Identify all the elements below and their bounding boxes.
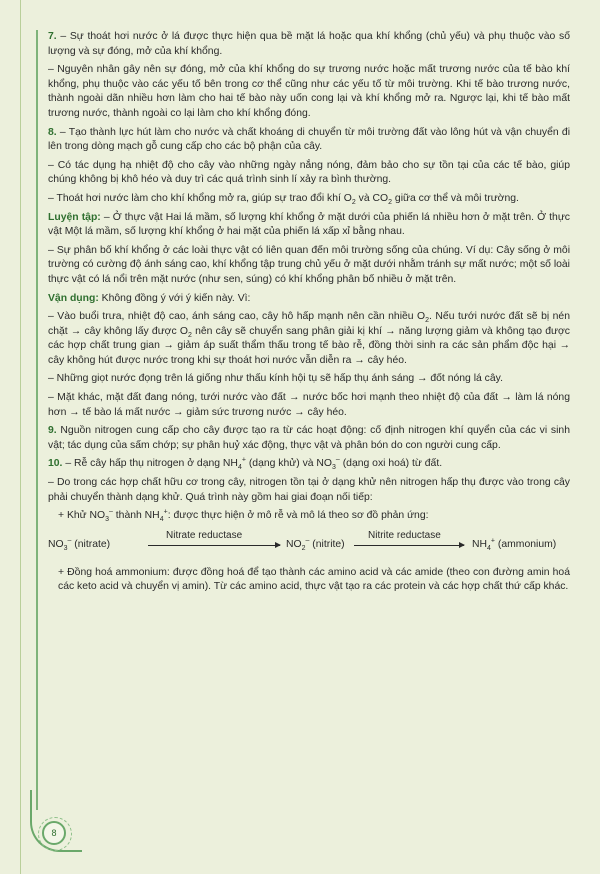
page-number: 8 bbox=[42, 821, 66, 845]
nitrate-formula: $NO_3^-$ (nitrate) bbox=[48, 537, 111, 552]
margin-line bbox=[36, 30, 38, 810]
text: và CO bbox=[355, 192, 389, 204]
answer-number: 7. bbox=[48, 31, 57, 42]
answer-9 bbox=[48, 424, 570, 453]
superscript: – bbox=[109, 508, 113, 516]
apply-1 bbox=[48, 310, 570, 368]
ammonium-formula: $NH_4^+$ (ammonium) bbox=[472, 537, 557, 552]
answer-10a bbox=[48, 457, 570, 472]
answer-10b: – Do trong các hợp chất hữu cơ trong cây, nitrogen tồn tại ở dạng khử nên nitrogen hấp thụ được vào trong cây phải chuyển thành dạng khử. Quá trình này gồm hai giai đoạn nối tiếp: bbox=[48, 477, 570, 503]
nitrite-formula: $NO_2^-$ (nitrite) bbox=[286, 537, 345, 552]
apply-2: – Những giọt nước đọng trên lá giống như thấu kính hội tụ sẽ hấp thụ ánh sáng → đốt nóng lá cây. bbox=[48, 373, 503, 385]
text: thành NH bbox=[112, 510, 160, 522]
subscript: 4 bbox=[237, 464, 242, 472]
subscript: 2 bbox=[351, 199, 356, 207]
text: + Khử NO bbox=[58, 510, 106, 522]
text: Không đồng ý với ý kiến này. Vì: bbox=[98, 292, 251, 304]
text: – Tạo thành lực hút làm cho nước và chất khoáng di chuyển từ môi trường đất vào lông hút và vận chuyển đi lên trong dòng mạch gỗ cung cấp cho các bộ phận của cây. bbox=[48, 126, 570, 153]
text: – Thoát hơi nước làm cho khí khổng mở ra, giúp sự trao đổi khí O bbox=[48, 192, 352, 204]
subscript: 3 bbox=[105, 516, 109, 524]
text: nên cây sẽ chuyển sang phân giải kị khí → năng lượng giảm và không tạo được các hợp chất trung gian → giảm áp suất thẩm thấu trong tế bào rễ, đồng thời sinh ra các sản phẩm độc hại → cây không hút được nước trong khi sự thoát hơi nước vẫn diễn ra → cây héo. bbox=[48, 325, 570, 366]
apply-3: – Mặt khác, mặt đất đang nóng, tưới nước vào đất → nước bốc hơi mạnh theo nhiệt độ của đất → làm lá nóng hơn → tế bào lá mất nước → giảm sức trương nước → cây héo. bbox=[48, 392, 570, 418]
answer-8a bbox=[48, 126, 570, 155]
enzyme-label: Nitrite reductase bbox=[368, 529, 441, 541]
answer-number: 9. bbox=[48, 425, 57, 437]
apply-title bbox=[48, 292, 570, 307]
text: giữa cơ thể và môi trường. bbox=[392, 192, 519, 204]
text: . Nếu tưới nước đất sẽ bị nén chặt → cây không lấy được O bbox=[48, 311, 570, 337]
subscript: 2 bbox=[187, 331, 192, 339]
text: – Rễ cây hấp thụ nitrogen ở dạng NH bbox=[65, 458, 238, 470]
text: – Ở thực vật Hai lá mầm, số lượng khí khổng ở mặt dưới của phiến lá nhiều hơn ở mặt trên. Ở thực vật Một lá mầm, số lượng khí khổng ở hai mặt của phiến lá xấp xỉ bằng nhau. bbox=[48, 211, 570, 238]
subscript: 4 bbox=[159, 516, 164, 524]
answer-8c bbox=[48, 192, 570, 207]
answer-7a bbox=[48, 30, 570, 59]
answer-number: 10. bbox=[48, 458, 63, 470]
superscript: – bbox=[335, 456, 340, 464]
answer-number: 8. bbox=[48, 126, 57, 138]
text: (dạng khử) và NO bbox=[245, 458, 333, 470]
text: – Vào buổi trưa, nhiệt độ cao, ánh sáng cao, cây hô hấp mạnh nên cần nhiều O bbox=[48, 311, 426, 323]
answer-8b: – Có tác dụng hạ nhiệt độ cho cây vào những ngày nắng nóng, đảm bảo cho sự tồn tại của các tế bào, giúp chúng không bị khô héo và duy trì các quá trình sinh lí xảy ra bình thường. bbox=[48, 159, 570, 186]
text: (dạng oxi hoá) từ đất. bbox=[339, 458, 443, 470]
reaction-arrow bbox=[148, 545, 280, 546]
answer-10d: + Đồng hoá ammonium: được đồng hoá để tạo thành các amino acid và các amide (theo con đường amin hoá các keto acid và chuyển vị amin). Từ các amino acid, thực vật tạo ra các protein và các hợp chất thứ cấp khác. bbox=[58, 566, 570, 593]
apply-label: Vận dụng: bbox=[48, 292, 99, 304]
page-content bbox=[48, 30, 570, 599]
margin-rule bbox=[20, 0, 21, 874]
subscript: 3 bbox=[332, 464, 336, 472]
reaction-equation bbox=[48, 528, 570, 562]
text: : được thực hiện ở mô rễ và mô lá theo sơ đồ phản ứng: bbox=[167, 510, 429, 522]
practice-label: Luyện tập: bbox=[48, 211, 101, 223]
superscript: + bbox=[163, 508, 168, 516]
text: Nguồn nitrogen cung cấp cho cây được tạo ra từ các hoạt động: cố định nitrogen khí quyển của các vi sinh vật; tác dụng của sấm chớp; sự phân huỷ xác động, thực vật và phân bón do con người cung cấp. bbox=[48, 425, 570, 451]
text: – Sự thoát hơi nước ở lá được thực hiện qua bề mặt lá hoặc qua khí khổng (chủ yếu) và phụ thuộc vào số lượng và sự đóng, mở của khí khổng. bbox=[48, 31, 570, 57]
answer-10c bbox=[48, 509, 570, 524]
reaction-arrow bbox=[354, 545, 464, 546]
answer-7b: – Nguyên nhân gây nên sự đóng, mở của khí khổng do sự trương nước hoặc mất trương nước của tế bào khí khổng, phụ thuộc vào các yếu tố bên trong cơ thể cũng như các yếu tố từ môi trường. Khi tế bào trương nước, thành ngoài dãn nhiều hơn làm cho hai tế bào này uốn cong lại và khí khổng mở ra. Ngược lại, khi tế bào mất trương nước, thành ngoài co lại làm cho khí khổng đóng. bbox=[48, 64, 570, 119]
practice-2: – Sự phân bố khí khổng ở các loài thực vật có liên quan đến môi trường sống của chúng. Ví dụ: Cây sống ở môi trường có cường độ ánh sáng cao, khí khổng tập trung chủ yếu ở mặt dưới nhằm tránh sự mất nước; một số loài thực vật có lá nổi trên mặt nước (như sen, súng) có khí khổng phân bố nhiều ở mặt trên. bbox=[48, 244, 570, 285]
subscript: 2 bbox=[425, 317, 430, 325]
superscript: + bbox=[241, 456, 246, 464]
subscript: 2 bbox=[388, 199, 393, 207]
enzyme-label: Nitrate reductase bbox=[166, 529, 243, 541]
practice-1 bbox=[48, 211, 570, 240]
